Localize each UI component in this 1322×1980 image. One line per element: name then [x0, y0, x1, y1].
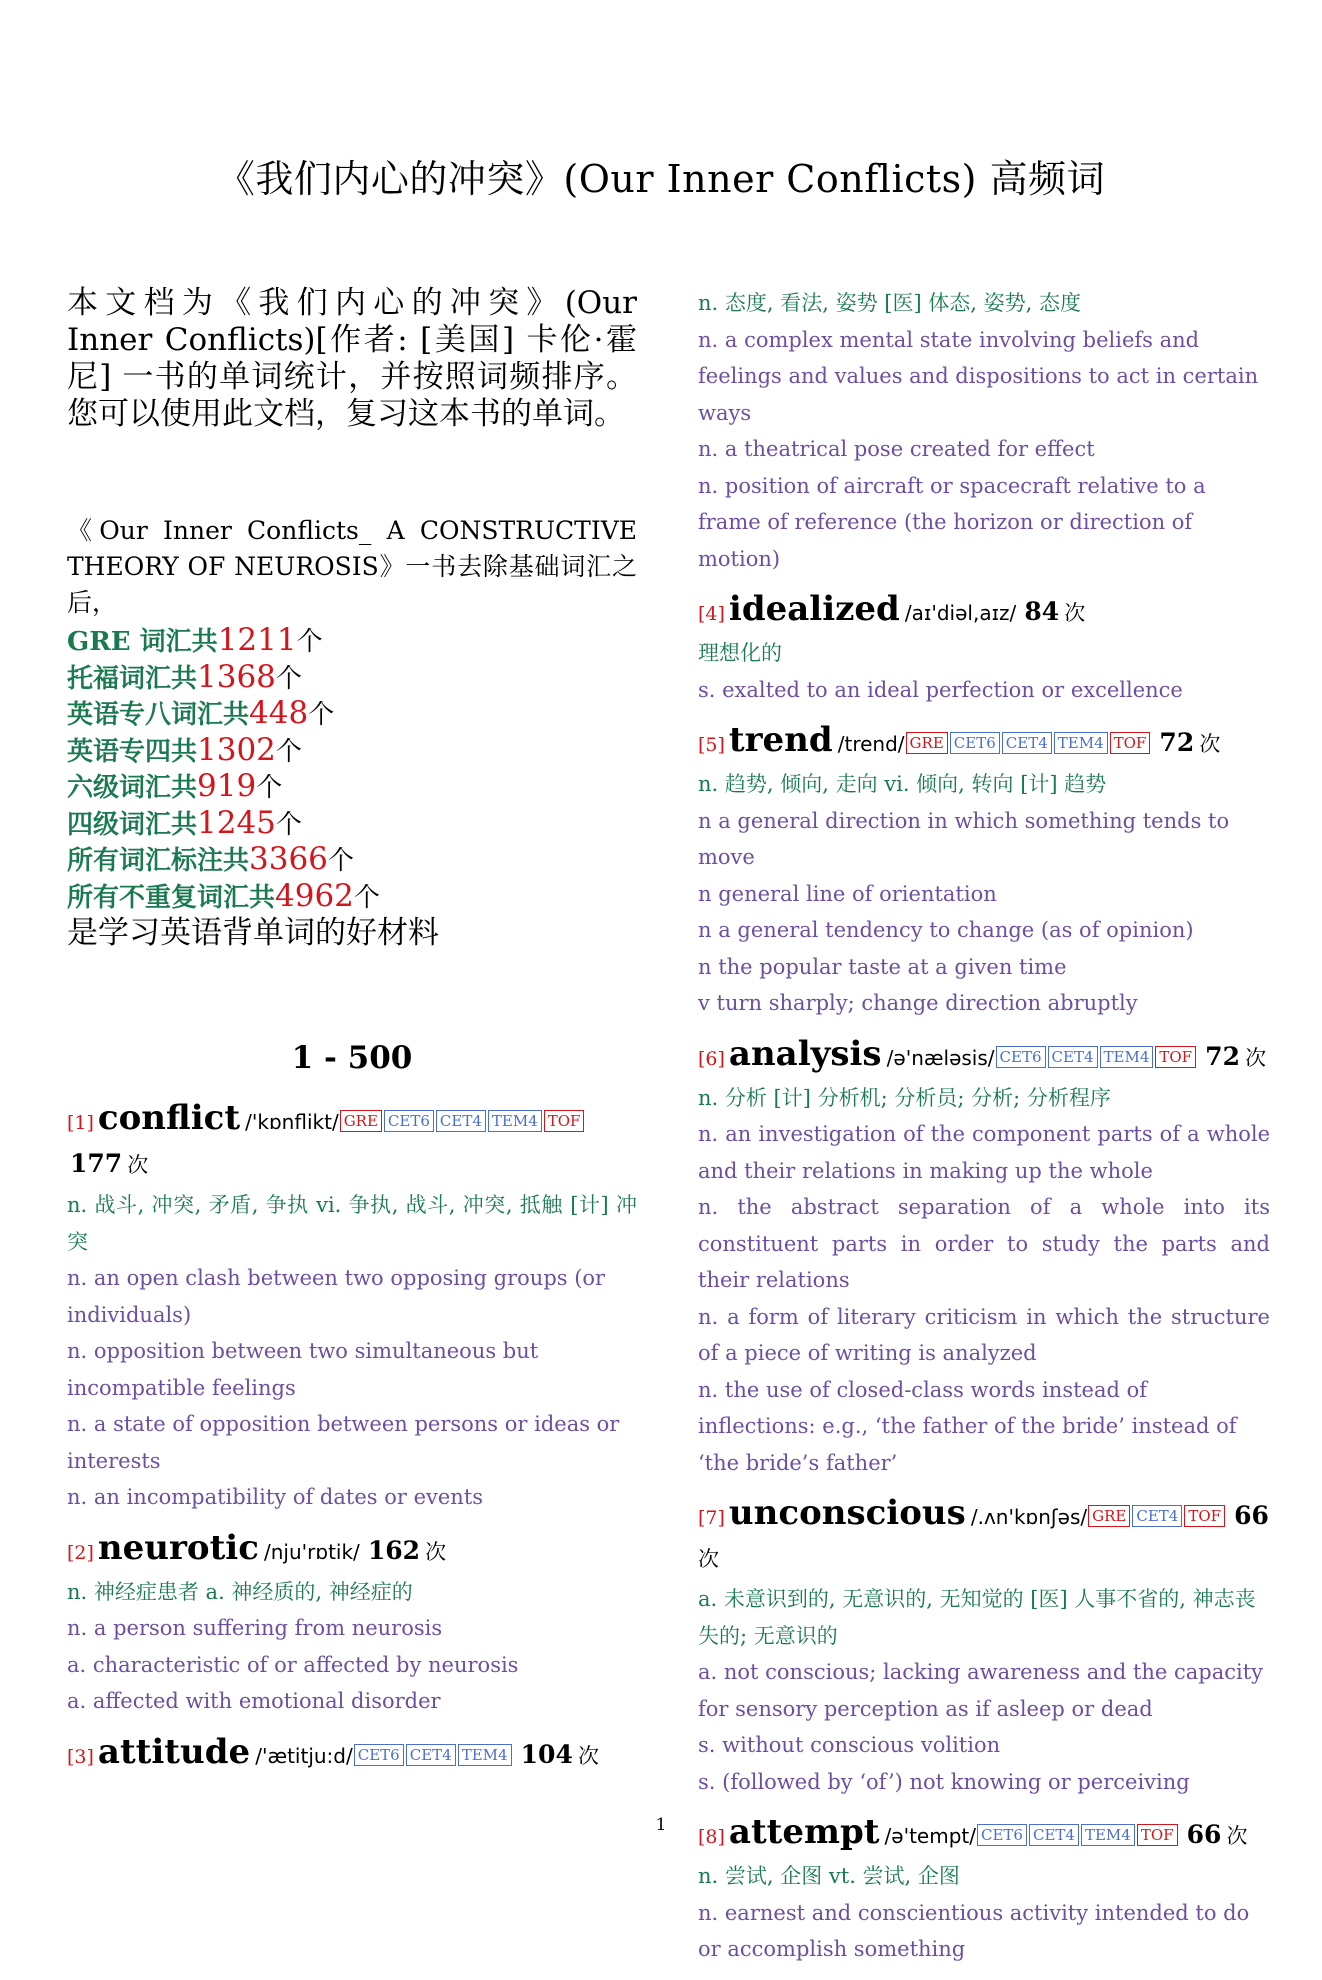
tag-badge: TEM4 [1100, 1046, 1154, 1068]
tag-badge: CET6 [996, 1046, 1046, 1068]
def-english: n a general tendency to change (as of opinion) [698, 918, 1194, 942]
entry-index: [3] [67, 1745, 94, 1768]
entry-count: 66 [1234, 1501, 1269, 1530]
entry-word: unconscious [728, 1493, 966, 1533]
entry-head [67, 1528, 637, 1574]
count-unit: 次 [1226, 1824, 1248, 1848]
entry-ipa: /'ætitju:d/ [255, 1743, 353, 1768]
tag-badge: CET6 [950, 732, 1000, 754]
def-english: a. characteristic of or affected by neurosis [67, 1652, 519, 1677]
tag-badge: CET4 [1029, 1824, 1079, 1846]
word-entry [698, 1812, 1270, 1968]
entry-word: neurotic [97, 1527, 259, 1568]
tag-badge: CET4 [1048, 1046, 1098, 1068]
entry-index: [6] [698, 1047, 725, 1070]
def-chinese: 理想化的 [698, 641, 782, 665]
entry-count: 177 [70, 1149, 123, 1178]
entry-index: [8] [698, 1826, 725, 1848]
def-english: n. the use of closed-class words instead of inflections: e.g., ‘the father of the bride’ instead of ‘the bride’s father’ [698, 1377, 1237, 1475]
def-english: n the popular taste at a given time [698, 954, 1067, 979]
stat-row: 所有词汇标注共3366个 [67, 841, 354, 877]
entry-word: idealized [728, 589, 900, 629]
vocabulary-stats [67, 622, 637, 952]
def-english: n. the abstract separation of a whole into its constituent parts in order to study the parts and their relations [698, 1195, 1270, 1292]
def-english: n general line of orientation [698, 881, 997, 906]
tag-badge: TOF [1184, 1505, 1225, 1527]
tag-badge: TEM4 [1054, 732, 1108, 754]
intro-subtext: 《Our Inner Conflicts_ A CONSTRUCTIVE THEORY OF NEUROSIS》一书去除基础词汇之后， [67, 516, 637, 617]
word-entry [698, 589, 1270, 708]
def-english: n. an investigation of the component parts of a whole and their relations in making up the whole [698, 1122, 1270, 1183]
entry-ipa: /'kɒnflikt/ [245, 1110, 339, 1134]
def-english: a. not conscious; lacking awareness and the capacity for sensory perception as if asleep or dead [698, 1660, 1264, 1721]
stat-row: 六级词汇共919个 [67, 768, 283, 804]
tag-badge: TEM4 [458, 1744, 512, 1766]
def-english: n a general direction in which something tends to move [698, 808, 1230, 869]
entry-word: conflict [97, 1098, 241, 1138]
tag-badge: TOF [1155, 1046, 1196, 1068]
word-entry [698, 720, 1270, 1022]
word-entry-continued [698, 285, 1270, 577]
entry-count: 72 [1205, 1041, 1240, 1071]
def-english: n. opposition between two simultaneous but incompatible feelings [67, 1339, 539, 1400]
tag-badge: TEM4 [488, 1110, 542, 1132]
def-chinese: n. 态度, 看法, 姿势 [医] 体态, 姿势, 态度 [698, 291, 1082, 315]
page-number: 1 [655, 1815, 667, 1835]
def-chinese: n. 分析 [计] 分析机; 分析员; 分析; 分析程序 [698, 1085, 1111, 1110]
def-english: n. a complex mental state involving beliefs and feelings and values and dispositions to act in certain ways [698, 327, 1259, 425]
tag-badge: GRE [340, 1110, 382, 1132]
entry-count: 72 [1159, 728, 1195, 757]
def-english: n. earnest and conscientious activity intended to do or accomplish something [698, 1900, 1250, 1961]
entry-ipa: /aɪ'diəl,aɪz/ [904, 601, 1017, 625]
count-unit: 次 [698, 1547, 719, 1571]
entry-index: [2] [67, 1541, 94, 1564]
entry-ipa: /ə'tempt/ [884, 1824, 976, 1848]
def-chinese: n. 尝试, 企图 vt. 尝试, 企图 [698, 1864, 960, 1888]
def-english: n. a form of literary criticism in which the structure of a piece of writing is analyzed [698, 1304, 1270, 1365]
stat-row: 托福词汇共1368个 [67, 658, 302, 695]
entry-head [698, 589, 1270, 635]
tag-badge: CET4 [1002, 732, 1052, 754]
def-chinese: n. 神经症患者 a. 神经质的, 神经症的 [67, 1579, 413, 1604]
def-english: s. exalted to an ideal perfection or excellence [698, 677, 1183, 702]
entry-count: 162 [367, 1535, 421, 1565]
tag-badge: TOF [1137, 1824, 1178, 1846]
entry-head [698, 1493, 1270, 1581]
entry-index: [1] [67, 1112, 94, 1134]
tag-badge: CET4 [406, 1744, 456, 1766]
entries-right [698, 285, 1270, 1980]
stat-row: GRE 词汇共1211个 [67, 622, 323, 658]
tag-badge: CET6 [977, 1824, 1027, 1846]
entry-count: 84 [1024, 597, 1060, 626]
def-english: s. without conscious volition [698, 1733, 1001, 1757]
def-english: n. a theatrical pose created for effect [698, 437, 1095, 461]
def-english: a. affected with emotional disorder [67, 1689, 441, 1713]
entry-count: 104 [520, 1739, 573, 1769]
entry-head [698, 1034, 1270, 1080]
intro-paragraph: 本文档为《我们内心的冲突》(Our Inner Conflicts)[作者: [美国] 卡伦·霍尼] 一书的单词统计，并按照词频排序。您可以使用此文档，复习这本书的单词。 [67, 285, 637, 432]
count-unit: 次 [127, 1153, 149, 1177]
entry-word: attempt [728, 1812, 880, 1852]
entry-word: attitude [97, 1731, 251, 1772]
count-unit: 次 [1064, 601, 1086, 625]
entry-ipa: /nju'rɒtik/ [264, 1539, 360, 1564]
def-english: n. a state of opposition between persons or ideas or interests [67, 1412, 620, 1473]
def-english: n. position of aircraft or spacecraft relative to a frame of reference (the horizon or direction of motion) [698, 473, 1206, 571]
entry-head [67, 1098, 637, 1187]
tag-badge: TEM4 [1081, 1824, 1135, 1846]
word-entry [67, 1732, 637, 1778]
def-english: n. an open clash between two opposing groups (or individuals) [67, 1266, 606, 1327]
entry-word: trend [728, 720, 833, 760]
count-unit: 次 [1199, 732, 1221, 756]
word-entry [67, 1528, 637, 1720]
tag-badge: GRE [906, 732, 948, 754]
range-heading: 1 - 500 [291, 1040, 413, 1076]
entry-head [698, 720, 1270, 766]
tag-badge: CET4 [1132, 1505, 1182, 1527]
word-entry [698, 1493, 1270, 1800]
count-unit: 次 [425, 1539, 447, 1564]
tag-badge: CET4 [436, 1110, 486, 1132]
entry-index: [5] [698, 734, 725, 756]
entry-ipa: /ə'næləsis/ [886, 1045, 995, 1070]
def-english: v turn sharply; change direction abruptly [698, 991, 1138, 1015]
tag-badge: CET6 [354, 1744, 404, 1766]
word-entry [67, 1098, 637, 1516]
stat-row: 英语专四共1302个 [67, 731, 302, 768]
entry-count: 66 [1186, 1820, 1222, 1849]
def-chinese: n. 战斗, 冲突, 矛盾, 争执 vi. 争执, 战斗, 冲突, 抵触 [计] 冲突 [67, 1193, 637, 1254]
entry-index: [4] [698, 603, 725, 625]
page-title: 《我们内心的冲突》(Our Inner Conflicts) 高频词 [216, 157, 1106, 201]
def-english: n. an incompatibility of dates or events [67, 1485, 484, 1509]
stat-row: 英语专八词汇共448个 [67, 695, 335, 731]
def-english: n. a person suffering from neurosis [67, 1616, 443, 1640]
count-unit: 次 [1245, 1045, 1267, 1070]
entry-ipa: /.ʌn'kɒnʃəs/ [970, 1505, 1088, 1529]
entries-left [67, 1098, 637, 1790]
def-chinese: n. 趋势, 倾向, 走向 vi. 倾向, 转向 [计] 趋势 [698, 772, 1107, 796]
def-english: s. (followed by ‘of’) not knowing or perceiving [698, 1769, 1190, 1794]
count-unit: 次 [577, 1743, 599, 1768]
tag-badge: CET6 [384, 1110, 434, 1132]
stat-row: 所有不重复词汇共4962个 [67, 877, 380, 914]
word-entry [698, 1034, 1270, 1482]
stat-row: 四级词汇共1245个 [67, 804, 302, 841]
tag-badge: TOF [544, 1110, 585, 1132]
entry-ipa: /trend/ [837, 732, 905, 756]
entry-index: [7] [698, 1507, 725, 1529]
tag-badge: TOF [1110, 732, 1151, 754]
tag-badge: GRE [1088, 1505, 1130, 1527]
def-chinese: a. 未意识到的, 无意识的, 无知觉的 [医] 人事不省的, 神志丧失的; 无意识的 [698, 1587, 1256, 1648]
closing-text: 是学习英语背单词的好材料 [67, 915, 439, 951]
entry-word: analysis [728, 1033, 882, 1074]
entry-head [67, 1732, 637, 1778]
